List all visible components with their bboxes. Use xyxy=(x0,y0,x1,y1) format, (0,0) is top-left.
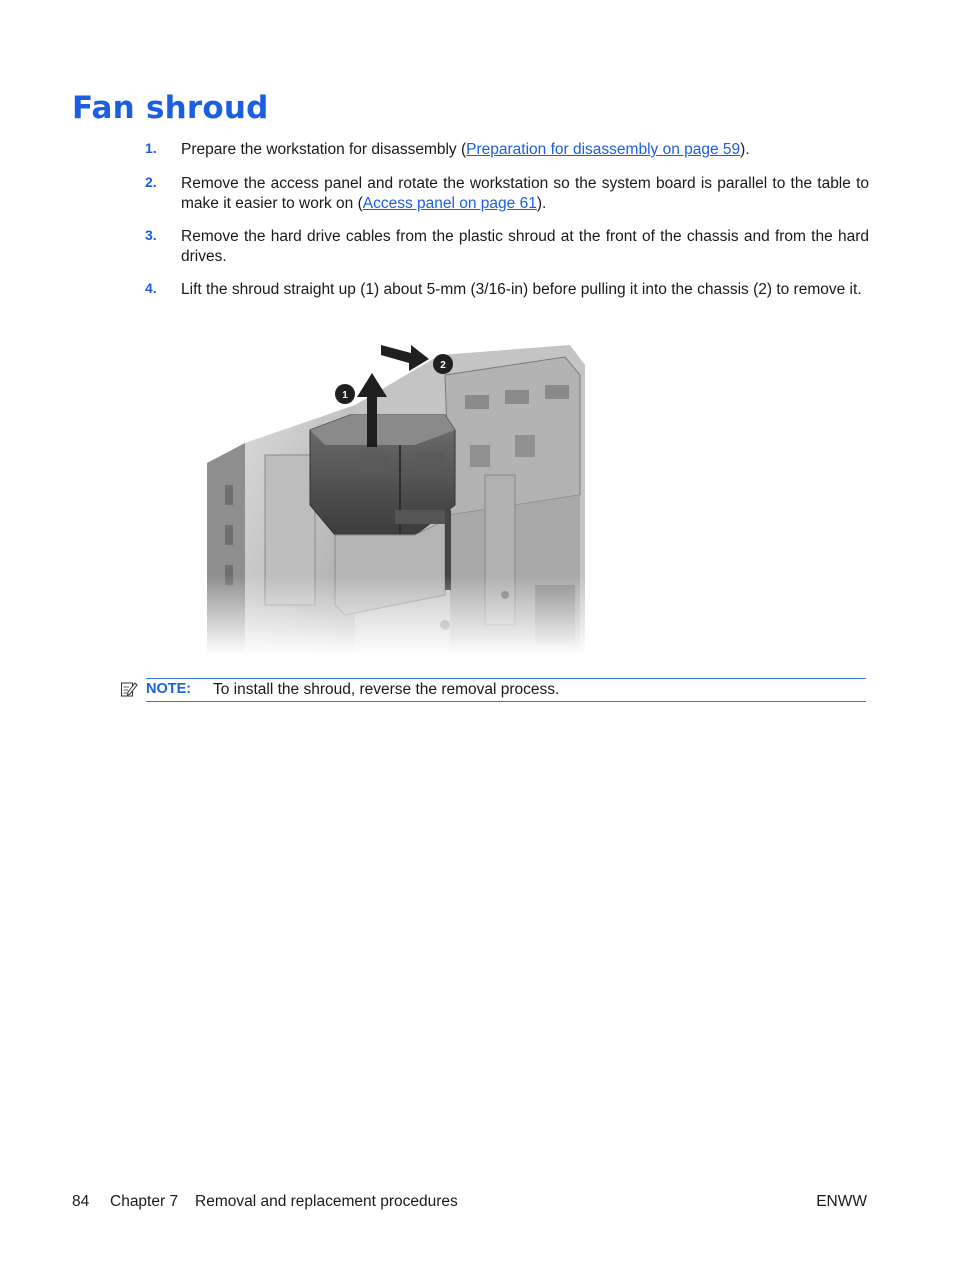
step-text: Remove the hard drive cables from the plastic shroud at the front of the chassis and from the hard drives. xyxy=(181,228,869,265)
callout-1: 1 xyxy=(342,390,348,401)
page-footer xyxy=(72,1193,867,1213)
fan-shroud-removal-illustration xyxy=(205,335,590,655)
step-number: 4. xyxy=(145,280,157,296)
preparation-link[interactable]: Preparation for disassembly on page 59 xyxy=(466,141,741,158)
footer-chapter: Chapter 7 xyxy=(110,1193,179,1210)
step-text: Prepare the workstation for disassembly (Preparation for disassembly on page 59). xyxy=(181,141,750,158)
step-text: Remove the access panel and rotate the workstation so the system board is parallel to the table to make it easier to work on (Access panel on page 61). xyxy=(181,175,869,212)
page-title: Fan shroud xyxy=(72,90,269,126)
callout-2: 2 xyxy=(440,360,446,371)
note-text: To install the shroud, reverse the removal process. xyxy=(213,681,560,698)
note-box xyxy=(146,678,866,702)
step-number: 2. xyxy=(145,174,157,190)
footer-doc-code: ENWW xyxy=(816,1193,867,1210)
access-panel-link[interactable]: Access panel on page 61 xyxy=(362,195,537,212)
step-number: 1. xyxy=(145,140,157,156)
step-number: 3. xyxy=(145,227,157,243)
note-label: NOTE: xyxy=(146,681,192,697)
note xyxy=(120,678,866,700)
step-text: Lift the shroud straight up (1) about 5-mm (3/16-in) before pulling it into the chassis (2) to remove it. xyxy=(181,281,862,298)
footer-chapter-title: Removal and replacement procedures xyxy=(195,1193,458,1210)
page-number: 84 xyxy=(72,1193,90,1210)
note-pencil-icon xyxy=(120,680,138,698)
